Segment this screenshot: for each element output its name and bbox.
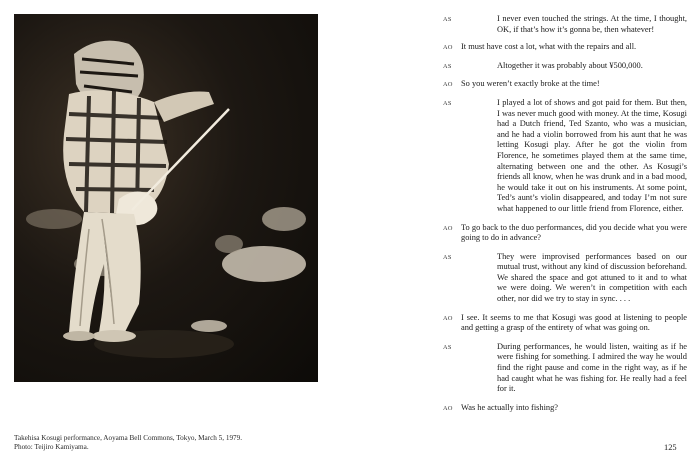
caption-line-1: Takehisa Kosugi performance, Aoyama Bell Commons, Tokyo, March 5, 1979. — [14, 434, 243, 442]
speaker-label: AS — [443, 253, 452, 261]
speaker-label: AS — [443, 343, 452, 351]
speaker-label: AO — [443, 314, 453, 322]
caption-line-2: Photo: Teijiro Kamiyama. — [14, 443, 89, 451]
page-number: 125 — [664, 443, 677, 452]
entry-text: I played a lot of shows and got paid for them. But then, I was never much good with money. At the time, Kosugi had a Dutch friend, Ted Szanto, who was a musician, and he had a violin borrowed from his aunt that he was letting Kosugi play. After he got the violin from Florence, he sometimes played them at the same time, alternating between one and the other. As Kosugi’s friends all know, when he was drunk and in a bad mood, he would take it out on his instruments. At some point, Ted’s aunt’s violin disappeared, and today I’m not sure what happened to our little friend from Florence, either. — [497, 97, 687, 213]
interview-entry — [443, 252, 687, 305]
entry-text: Altogether it was probably about ¥500,000. — [497, 60, 643, 70]
entry-text: Was he actually into fishing? — [461, 402, 559, 412]
interview-entry — [443, 14, 687, 35]
performer-silhouette — [14, 14, 318, 382]
entry-text: During performances, he would listen, waiting as if he were fishing for something. I admired the way he would find the right pause and come in the right way, as if he had caught what he was fishing for. He really had a feel for it. — [497, 341, 687, 394]
speaker-label: AS — [443, 99, 452, 107]
entry-text: So you weren’t exactly broke at the time! — [461, 79, 600, 89]
interview-entry — [443, 42, 687, 53]
photo-caption — [14, 434, 242, 452]
interview-entry — [443, 313, 687, 334]
speaker-label: AO — [443, 224, 453, 232]
interview-entry — [443, 61, 687, 72]
interview-entry — [443, 403, 687, 414]
interview-entry — [443, 98, 687, 215]
entry-text: They were improvised performances based on our mutual trust, without any kind of discussion beforehand. We shared the space and got attuned to it and to what we were doing. We weren’t in competition with each other, nor did we try to stay in sync. . . . — [497, 251, 687, 304]
entry-text: I never even touched the strings. At the time, I thought, OK, if that’s how it’s gonna be, then whatever! — [497, 14, 687, 34]
performance-photo — [14, 14, 318, 382]
speaker-label: AO — [443, 81, 453, 89]
entry-text: I see. It seems to me that Kosugi was good at listening to people and getting a grasp of the entirety of what was going on. — [461, 312, 687, 333]
speaker-label: AS — [443, 62, 452, 70]
entry-text: To go back to the duo performances, did you decide what you were going to do in advance? — [461, 222, 687, 243]
speaker-label: AO — [443, 404, 453, 412]
interview-entry — [443, 79, 687, 90]
entry-text: It must have cost a lot, what with the repairs and all. — [461, 42, 637, 52]
speaker-label: AO — [443, 44, 453, 52]
interview-transcript — [443, 14, 687, 413]
speaker-label: AS — [443, 16, 452, 23]
interview-entry — [443, 342, 687, 395]
interview-entry — [443, 223, 687, 244]
